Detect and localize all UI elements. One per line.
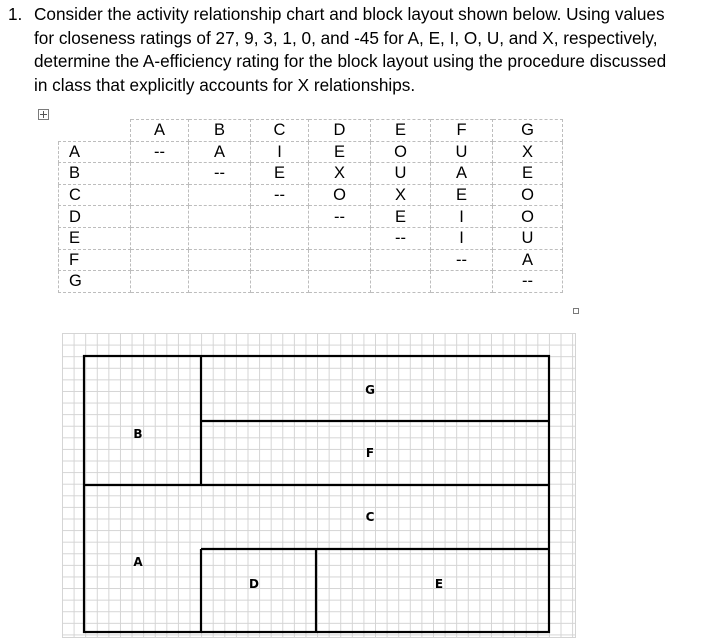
- chart-row: [59, 206, 563, 228]
- chart-cell: [189, 206, 251, 228]
- question-body: [34, 3, 706, 97]
- block-layout-svg: [62, 333, 575, 637]
- column-header: E: [371, 120, 431, 142]
- chart-cell: O: [493, 206, 563, 228]
- chart-cell: [309, 249, 371, 271]
- chart-cell: [431, 271, 493, 293]
- chart-cell: E: [431, 184, 493, 206]
- chart-cell: --: [371, 227, 431, 249]
- question-line: in class that explicitly accounts for X relationships.: [34, 74, 416, 95]
- row-header: D: [59, 206, 131, 228]
- chart-cell: --: [251, 184, 309, 206]
- department-label-f: F: [365, 446, 375, 460]
- chart-cell: U: [493, 227, 563, 249]
- chart-cell: U: [431, 141, 493, 163]
- row-header: C: [59, 184, 131, 206]
- column-header: B: [189, 120, 251, 142]
- chart-cell: --: [131, 141, 189, 163]
- chart-cell: E: [371, 206, 431, 228]
- chart-cell: A: [189, 141, 251, 163]
- chart-cell: [131, 249, 189, 271]
- chart-cell: E: [493, 163, 563, 185]
- chart-cell: --: [309, 206, 371, 228]
- chart-cell: E: [309, 141, 371, 163]
- chart-row: [59, 227, 563, 249]
- chart-cell: A: [493, 249, 563, 271]
- table-move-handle-icon[interactable]: [38, 109, 49, 120]
- chart-header-row: [59, 120, 563, 142]
- block-layout-diagram: [62, 333, 576, 638]
- chart-cell: [371, 249, 431, 271]
- chart-cell: O: [493, 184, 563, 206]
- chart-cell: [251, 227, 309, 249]
- question-number: 1.: [8, 4, 23, 24]
- chart-cell: [189, 227, 251, 249]
- chart-cell: X: [371, 184, 431, 206]
- chart-cell: --: [189, 163, 251, 185]
- row-header: G: [59, 271, 131, 293]
- chart-cell: E: [251, 163, 309, 185]
- row-header: B: [59, 163, 131, 185]
- column-header: G: [493, 120, 563, 142]
- department-label-g: G: [365, 383, 375, 397]
- chart-cell: [131, 206, 189, 228]
- chart-cell: [131, 163, 189, 185]
- department-label-a: A: [133, 555, 143, 569]
- chart-cell: [251, 206, 309, 228]
- column-header: A: [131, 120, 189, 142]
- chart-corner-cell: [59, 120, 131, 142]
- chart-cell: --: [493, 271, 563, 293]
- department-label-d: D: [249, 577, 259, 591]
- column-header: F: [431, 120, 493, 142]
- chart-cell: I: [431, 206, 493, 228]
- chart-row: [59, 249, 563, 271]
- chart-cell: [131, 271, 189, 293]
- department-label-b: B: [133, 427, 143, 441]
- chart-cell: U: [371, 163, 431, 185]
- chart-cell: [189, 184, 251, 206]
- chart-cell: [371, 271, 431, 293]
- chart-cell: X: [309, 163, 371, 185]
- chart-cell: [131, 227, 189, 249]
- chart-cell: [189, 249, 251, 271]
- chart-cell: [251, 249, 309, 271]
- chart-cell: A: [431, 163, 493, 185]
- chart-cell: [309, 271, 371, 293]
- chart-cell: [309, 227, 371, 249]
- department-label-c: C: [365, 510, 375, 524]
- chart-cell: I: [251, 141, 309, 163]
- department-label-e: E: [434, 577, 444, 591]
- chart-cell: X: [493, 141, 563, 163]
- question-line: Consider the activity relationship chart and block layout shown below. Using values: [34, 4, 665, 24]
- chart-cell: --: [431, 249, 493, 271]
- question-line: determine the A-efficiency rating for the block layout using the procedure discussed: [34, 51, 667, 71]
- chart-cell: [251, 271, 309, 293]
- chart-cell: O: [309, 184, 371, 206]
- question-line: for closeness ratings of 27, 9, 3, 1, 0, and -45 for A, E, I, O, U, and X, respectively,: [34, 27, 658, 48]
- table-resize-handle-icon[interactable]: [573, 308, 579, 314]
- chart-cell: [131, 184, 189, 206]
- column-header: D: [309, 120, 371, 142]
- row-header: F: [59, 249, 131, 271]
- chart-row: [59, 163, 563, 185]
- chart-cell: [189, 271, 251, 293]
- chart-row: [59, 271, 563, 293]
- column-header: C: [251, 120, 309, 142]
- chart-row: [59, 141, 563, 163]
- chart-row: [59, 184, 563, 206]
- row-header: E: [59, 227, 131, 249]
- chart-cell: I: [431, 227, 493, 249]
- chart-cell: O: [371, 141, 431, 163]
- activity-relationship-chart: [58, 119, 563, 293]
- row-header: A: [59, 141, 131, 163]
